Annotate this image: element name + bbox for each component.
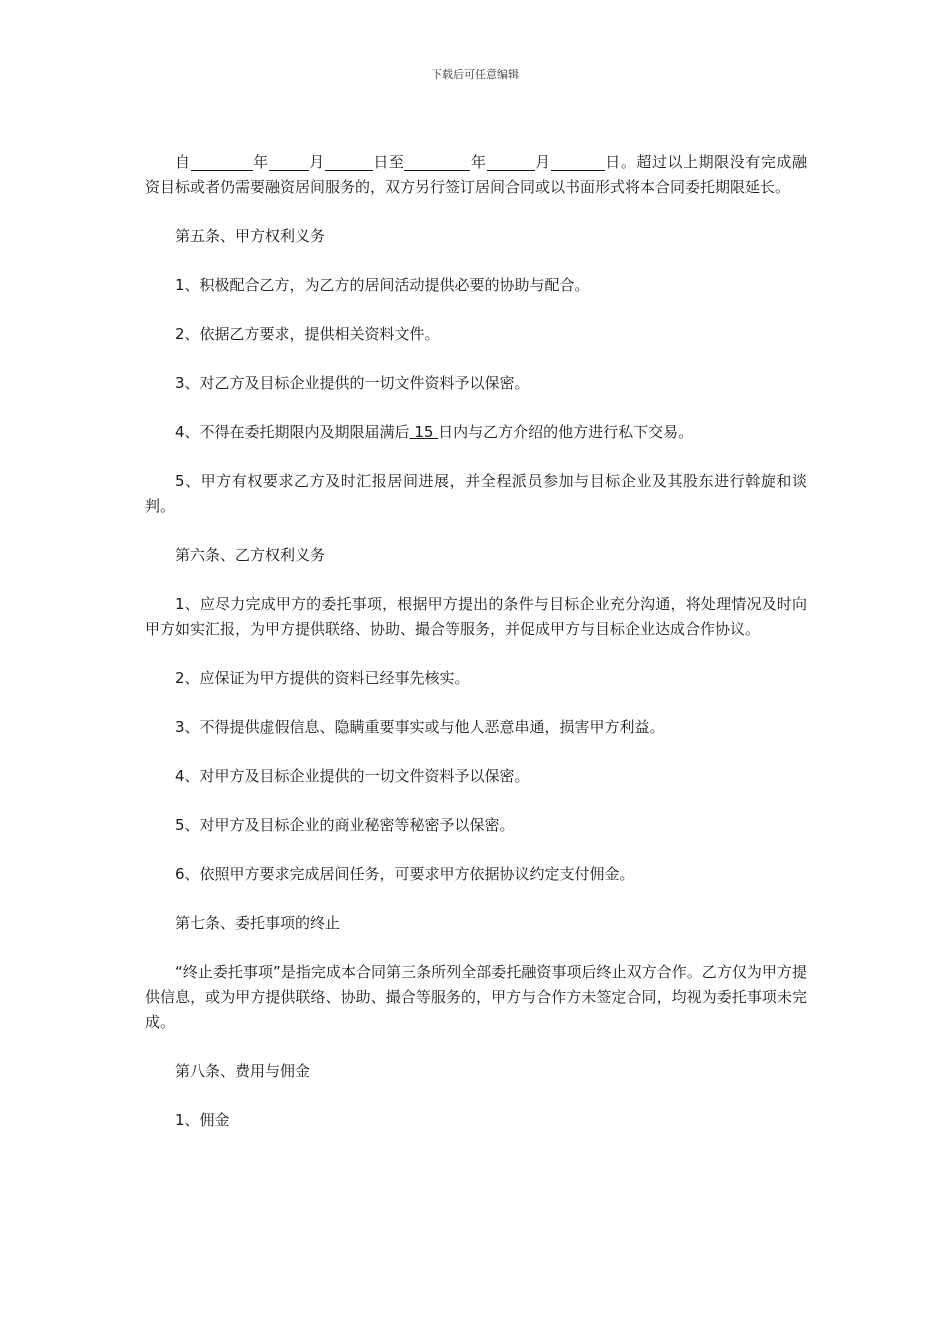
blank-year-start xyxy=(191,152,253,171)
blank-day-end xyxy=(551,152,605,171)
term-month2: 月 xyxy=(534,153,551,171)
article-6-item-1: 1、应尽力完成甲方的委托事项，根据甲方提出的条件与目标企业充分沟通，将处理情况及时向甲方如实汇报，为甲方提供联络、协助、撮合等服务，并促成甲方与目标企业达成合作协议。 xyxy=(145,595,807,638)
term-paragraph xyxy=(145,150,807,200)
document-body xyxy=(145,150,807,1157)
article-6-title: 第六条、乙方权利义务 xyxy=(175,546,326,564)
term-year1: 年 xyxy=(252,153,269,171)
page-header: 下载后可任意编辑 xyxy=(431,68,519,81)
article-8-item-1: 1、佣金 xyxy=(175,1111,230,1129)
term-month1: 月 xyxy=(308,153,325,171)
article-6-item-2: 2、应保证为甲方提供的资料已经事先核实。 xyxy=(175,669,470,687)
article-7-body: “终止委托事项”是指完成本合同第三条所列全部委托融资事项后终止双方合作。乙方仅为甲方提供信息，或为甲方提供联络、协助、撮合等服务的，甲方与合作方未签定合同，均视为委托事项未完成。 xyxy=(145,963,807,1031)
article-6-item-5: 5、对甲方及目标企业的商业秘密等秘密予以保密。 xyxy=(175,816,515,834)
blank-month-end xyxy=(487,152,535,171)
blank-day-start xyxy=(325,152,373,171)
blank-month-start xyxy=(269,152,309,171)
article-5-title: 第五条、甲方权利义务 xyxy=(175,227,326,245)
article-5-item-1: 1、积极配合乙方，为乙方的居间活动提供必要的协助与配合。 xyxy=(175,276,590,294)
term-year2: 年 xyxy=(470,153,487,171)
item-4-after: 日内与乙方介绍的他方进行私下交易。 xyxy=(438,423,694,441)
article-6-item-3: 3、不得提供虚假信息、隐瞒重要事实或与他人恶意串通，损害甲方利益。 xyxy=(175,718,665,736)
article-6-item-6: 6、依照甲方要求完成居间任务，可要求甲方依据协议约定支付佣金。 xyxy=(175,865,635,883)
item-4-days: 15 xyxy=(409,423,439,441)
term-rest: 日。超过以上期限没有完成融资目标或者仍需要融资居间服务的，双方另行签订居间合同或以书面形式将本合同委托期限延长。 xyxy=(145,153,807,196)
term-prefix: 自 xyxy=(175,153,191,171)
article-8-title: 第八条、费用与佣金 xyxy=(175,1062,311,1080)
article-5-item-5: 5、甲方有权要求乙方及时汇报居间进展，并全程派员参加与目标企业及其股东进行斡旋和谈判。 xyxy=(145,472,807,515)
article-5-item-3: 3、对乙方及目标企业提供的一切文件资料予以保密。 xyxy=(175,374,530,392)
article-5-item-2: 2、依据乙方要求，提供相关资料文件。 xyxy=(175,325,440,343)
article-6-item-4: 4、对甲方及目标企业提供的一切文件资料予以保密。 xyxy=(175,767,530,785)
article-7-title: 第七条、委托事项的终止 xyxy=(175,914,341,932)
term-day1-to: 日至 xyxy=(372,153,405,171)
item-4-before: 4、不得在委托期限内及期限届满后 xyxy=(175,423,410,441)
article-5-item-4 xyxy=(145,420,807,445)
blank-year-end xyxy=(404,152,470,171)
